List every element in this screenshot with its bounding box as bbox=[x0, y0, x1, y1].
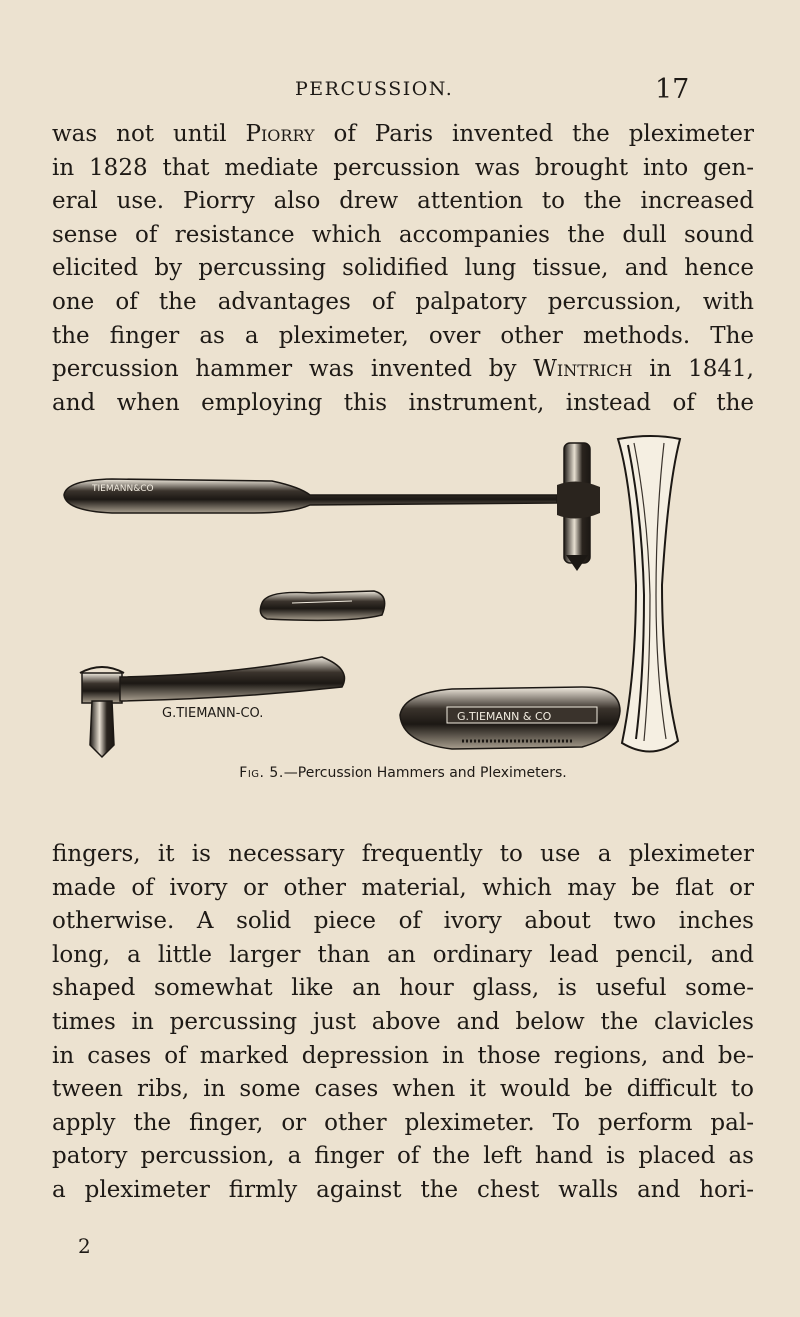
text-line: shaped somewhat like an hour glass, is useful some- bbox=[52, 975, 754, 1002]
long-hammer bbox=[64, 443, 600, 571]
text-line bbox=[52, 219, 754, 253]
text-segment: and when employing this instrument, instead of the bbox=[52, 389, 754, 416]
text-line: fingers, it is necessary frequently to use a pleximeter bbox=[52, 841, 754, 867]
engraving-long-hammer: TIEMANN&CO bbox=[92, 484, 154, 494]
text-line bbox=[52, 118, 754, 152]
text-line bbox=[52, 252, 754, 286]
pleximeter-small bbox=[260, 591, 384, 620]
text-line bbox=[52, 320, 754, 354]
text-segment: sense of resistance which accompanies the dull sound bbox=[52, 221, 754, 248]
text-line bbox=[52, 152, 754, 186]
figure-caption bbox=[52, 765, 754, 781]
text-segment: in 1841, bbox=[632, 356, 754, 383]
hourglass-pleximeter bbox=[618, 436, 680, 752]
text-line: times in percussing just above and below the clavicles bbox=[52, 1008, 754, 1035]
text-segment: elicited by percussing solidified lung tissue, and hence bbox=[52, 255, 754, 282]
engraving-pleximeter: G.TIEMANN & CO bbox=[457, 710, 552, 723]
short-hammer bbox=[80, 657, 345, 757]
author-name: Wintrich bbox=[533, 356, 633, 383]
page-header bbox=[0, 74, 800, 108]
text-segment: was not until bbox=[52, 121, 246, 147]
text-segment: the finger as a pleximeter, over other methods. The bbox=[52, 322, 754, 349]
text-line: apply the finger, or other pleximeter. To perform pal- bbox=[52, 1109, 754, 1136]
text-line: otherwise. A solid piece of ivory about two inches bbox=[52, 908, 754, 935]
engraving-short-hammer: G.TIEMANN-CO. bbox=[162, 706, 264, 721]
text-segment: eral use. Piorry also drew attention to the increased bbox=[52, 188, 754, 215]
text-line bbox=[52, 286, 754, 320]
text-line: a pleximeter firmly against the chest walls and hori- bbox=[52, 1176, 754, 1203]
figure-label: Fig. 5. bbox=[239, 765, 284, 781]
author-name: Piorry bbox=[245, 121, 315, 147]
text-line bbox=[52, 185, 754, 219]
text-segment: of Paris invented the pleximeter bbox=[314, 121, 754, 147]
paragraph-2 bbox=[52, 838, 754, 1208]
pleximeter-engraved bbox=[400, 687, 620, 749]
page-number: 17 bbox=[655, 74, 690, 105]
text-line: patory percussion, a finger of the left hand is placed as bbox=[52, 1143, 754, 1170]
figure-caption-text: —Percussion Hammers and Pleximeters. bbox=[283, 765, 567, 781]
hammers-illustration bbox=[52, 425, 754, 765]
text-line: made of ivory or other material, which may be flat or bbox=[52, 874, 754, 901]
text-line bbox=[52, 387, 754, 421]
text-line bbox=[52, 353, 754, 387]
text-line: tween ribs, in some cases when it would be difficult to bbox=[52, 1076, 754, 1103]
figure-percussion-hammers bbox=[52, 425, 754, 815]
text-line: long, a little larger than an ordinary lead pencil, and bbox=[52, 941, 754, 968]
running-title: PERCUSSION. bbox=[295, 78, 454, 100]
text-segment: one of the advantages of palpatory percussion, with bbox=[52, 288, 754, 315]
text-segment: percussion hammer was invented by bbox=[52, 356, 534, 383]
signature-mark: 2 bbox=[78, 1234, 91, 1258]
paragraph-1 bbox=[52, 118, 754, 420]
text-segment: in 1828 that mediate percussion was brought into gen- bbox=[52, 154, 754, 181]
text-line: in cases of marked depression in those regions, and be- bbox=[52, 1042, 754, 1069]
